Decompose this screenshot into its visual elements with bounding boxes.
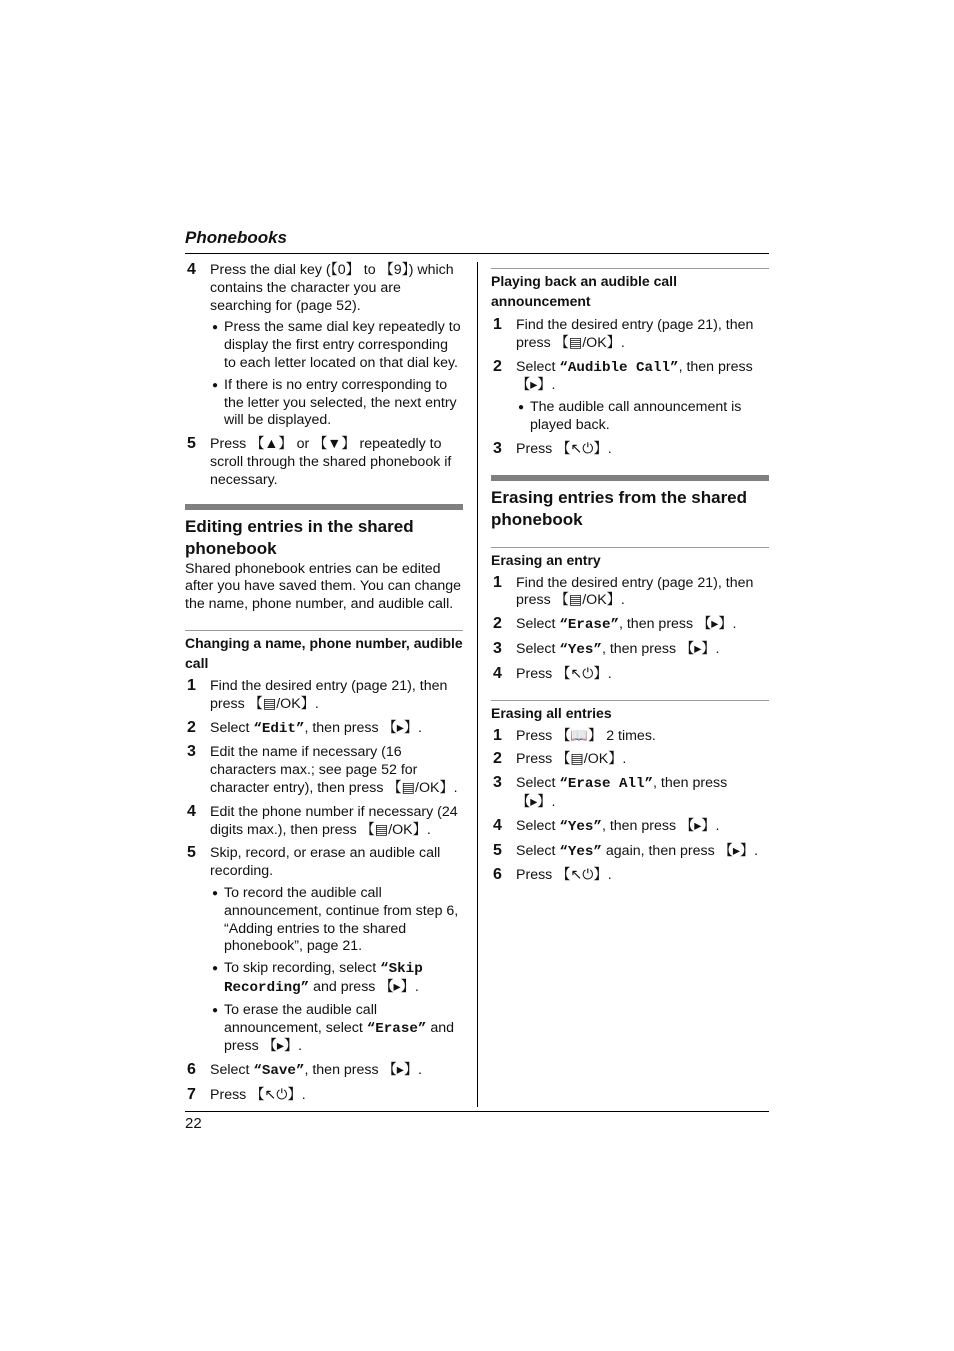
- edit-step-6: [185, 1062, 463, 1081]
- step-text: , then press 【▸】.: [618, 616, 737, 633]
- step-number: 3: [493, 774, 502, 792]
- step-number: 7: [187, 1085, 196, 1103]
- step-text: , then press 【▸】.: [601, 640, 720, 657]
- step-text: Select: [516, 616, 560, 633]
- edit-step-2: [185, 720, 463, 739]
- erase-step-2: [491, 616, 769, 635]
- step-text: Find the desired entry (page 21), then press 【▤/OK】.: [516, 317, 754, 351]
- step-text: Press the dial key (【0】 to 【9】) which contains the character you are searching for (page 52).: [210, 262, 454, 314]
- step-number: 5: [187, 435, 196, 453]
- menu-option: “Save”: [253, 1063, 305, 1080]
- step-text: , then press 【▸】.: [304, 719, 422, 736]
- step-text: Press 【📖】 2 times.: [516, 727, 656, 744]
- step-number: 3: [187, 743, 196, 761]
- menu-option: “Erase”: [366, 1020, 427, 1037]
- bullet-item: ● Press the same dial key repeatedly to display the first entry corresponding to each letter located on that dial key.: [210, 319, 463, 372]
- step-text: Press 【▤/OK】.: [516, 751, 627, 768]
- step-text: Press 【↖⏻】.: [210, 1086, 306, 1103]
- play-step-3: [491, 441, 769, 459]
- step-number: 4: [187, 802, 196, 820]
- bullet-item: ● The audible call announcement is played back.: [516, 399, 769, 435]
- step-number: 1: [493, 573, 502, 591]
- erase-heading: Erasing entries from the shared phonebook: [491, 487, 748, 529]
- page-number: 22: [185, 1115, 202, 1132]
- menu-option: “Erase”: [559, 617, 619, 634]
- menu-option: “Yes”: [559, 818, 602, 835]
- edit-heading: Editing entries in the shared phonebook: [185, 516, 414, 558]
- erase-step-1: [491, 575, 769, 611]
- erase-all-step-4: [491, 818, 769, 837]
- menu-option: “Skip Recording”: [224, 961, 423, 996]
- bullet-text: and press 【▸】.: [309, 978, 419, 995]
- step-text: Press 【↖⏻】.: [516, 665, 612, 682]
- step-text: , then press 【▸】.: [516, 775, 728, 810]
- header-rule: [185, 253, 769, 254]
- step-number: 5: [493, 841, 502, 859]
- step-number: 5: [187, 844, 196, 862]
- right-column: [491, 268, 769, 891]
- menu-option: “Yes”: [559, 843, 602, 860]
- step-text: Select: [516, 817, 560, 834]
- erase-all-step-5: [491, 843, 769, 862]
- step-text: again, then press 【▸】.: [601, 842, 759, 859]
- heading-bar: [491, 475, 769, 481]
- step-4: [185, 262, 463, 430]
- step-number: 2: [187, 718, 196, 736]
- bullet-text: To erase the audible call announcement, select: [224, 1001, 378, 1036]
- step-text: , then press 【▸】.: [601, 817, 720, 834]
- step-text: Edit the phone number if necessary (24 digits max.), then press 【▤/OK】.: [210, 803, 458, 838]
- step-text: Select: [516, 358, 560, 375]
- step-number: 4: [493, 816, 502, 834]
- menu-option: “Edit”: [253, 720, 305, 737]
- footer-rule: [185, 1111, 769, 1112]
- step-text: Select: [516, 842, 560, 859]
- edit-step-4: [185, 804, 463, 840]
- play-step-2: [491, 359, 769, 435]
- step-text: Select: [516, 775, 560, 792]
- bullet-text: and press 【▸】.: [224, 1019, 454, 1055]
- step-number: 4: [493, 664, 502, 682]
- step-text: Press 【▲】 or 【▼】 repeatedly to scroll through the shared phonebook if necessary.: [210, 436, 452, 488]
- menu-option: “Audible Call”: [559, 359, 679, 376]
- step-number: 3: [493, 439, 502, 457]
- erase-all-subhead: Erasing all entries: [491, 700, 769, 723]
- step-number: 3: [493, 639, 502, 657]
- step-number: 2: [493, 357, 502, 375]
- bullet-item: ● To record the audible call announcement, continue from step 6, “Adding entries to the shared phonebook”, page 21.: [210, 885, 463, 956]
- edit-step-3: [185, 744, 463, 797]
- section-title: Phonebooks: [185, 228, 288, 247]
- step-text: Press 【↖⏻】.: [516, 867, 612, 884]
- menu-option: “Erase All”: [559, 776, 654, 793]
- step-number: 1: [493, 316, 502, 333]
- step-number: 2: [493, 615, 502, 633]
- bullet-text: To skip recording, select: [224, 960, 381, 977]
- bullet-item: [210, 1002, 463, 1056]
- erase-all-step-6: [491, 867, 769, 885]
- step-text: , then press 【▸】.: [516, 358, 753, 394]
- playback-subhead: Playing back an audible call announcement: [491, 268, 769, 311]
- step-text: Find the desired entry (page 21), then press 【▤/OK】.: [210, 677, 448, 712]
- edit-step-7: [185, 1087, 463, 1105]
- step-text: Edit the name if necessary (16 characters max.; see page 52 for character entry), then press 【▤/OK】.: [210, 744, 458, 796]
- erase-step-4: [491, 666, 769, 684]
- erase-all-step-3: [491, 775, 769, 812]
- bullet-item: ● If there is no entry corresponding to the letter you selected, the next entry will be displayed.: [210, 377, 463, 430]
- step-5: [185, 436, 463, 489]
- column-divider: [477, 262, 478, 1107]
- step-text: Skip, record, or erase an audible call recording.: [210, 845, 441, 880]
- edit-step-5: [185, 845, 463, 1056]
- erase-all-step-1: [491, 728, 769, 746]
- step-number: 1: [493, 726, 502, 744]
- step-text: Find the desired entry (page 21), then press 【▤/OK】.: [516, 574, 754, 609]
- erase-step-3: [491, 641, 769, 660]
- step-number: 1: [187, 676, 196, 694]
- menu-option: “Yes”: [559, 641, 602, 658]
- change-subhead: Changing a name, phone number, audible call: [185, 630, 463, 673]
- erase-entry-subhead: Erasing an entry: [491, 547, 769, 570]
- step-text: Select: [516, 640, 560, 657]
- step-number: 4: [187, 261, 196, 278]
- edit-step-1: [185, 678, 463, 714]
- heading-bar: [185, 504, 463, 510]
- step-text: Select: [210, 719, 254, 736]
- step-number: 6: [187, 1061, 196, 1079]
- step-text: Press 【↖⏻】.: [516, 440, 612, 457]
- play-step-1: [491, 317, 769, 353]
- step-number: 2: [493, 750, 502, 768]
- step-number: 6: [493, 866, 502, 884]
- bullet-item: [210, 960, 463, 998]
- step-text: , then press 【▸】.: [304, 1062, 422, 1079]
- step-text: Select: [210, 1062, 254, 1079]
- erase-all-step-2: [491, 751, 769, 769]
- left-column: [185, 262, 463, 1111]
- edit-intro: Shared phonebook entries can be edited after you have saved them. You can change the name, phone number, and audible call.: [185, 560, 462, 613]
